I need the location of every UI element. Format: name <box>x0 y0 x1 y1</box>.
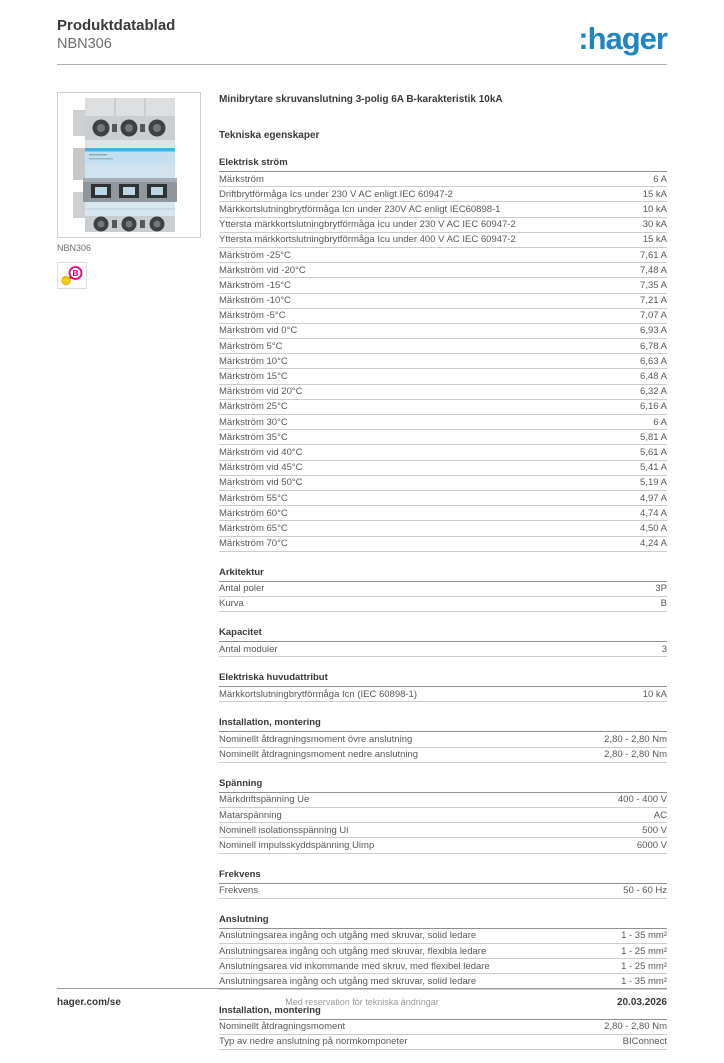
spec-label: Märkström 30°C <box>219 416 288 428</box>
spec-row <box>219 642 667 657</box>
section-heading: Arkitektur <box>219 565 667 582</box>
hager-logo: :hager <box>578 21 667 56</box>
spec-value: B <box>660 598 667 610</box>
circuit-breaker-image <box>59 94 199 236</box>
spec-section <box>219 565 667 612</box>
spec-value: 6,78 A <box>640 340 667 352</box>
spec-row <box>219 369 667 384</box>
product-code: NBN306 <box>57 36 112 52</box>
section-heading: Anslutning <box>219 912 667 929</box>
header-titles <box>57 17 175 53</box>
spec-row <box>219 491 667 506</box>
spec-sections <box>219 155 667 1050</box>
spec-label: Märkström 25°C <box>219 401 288 413</box>
spec-label: Driftbrytförmåga Ics under 230 V AC enligt IEC 60947-2 <box>219 188 453 200</box>
spec-value: 7,35 A <box>640 279 667 291</box>
spec-row <box>219 202 667 217</box>
spec-value: 15 kA <box>642 234 667 246</box>
spec-label: Matarspänning <box>219 809 282 821</box>
spec-label: Frekvens <box>219 885 259 897</box>
section-heading: Installation, montering <box>219 1003 667 1020</box>
spec-row <box>219 884 667 899</box>
page-header <box>57 0 667 65</box>
spec-label: Märkström -25°C <box>219 249 291 261</box>
spec-value: 6,16 A <box>640 401 667 413</box>
spec-section <box>219 625 667 657</box>
spec-row <box>219 445 667 460</box>
page-footer <box>57 988 667 1008</box>
certification-badge <box>57 262 87 289</box>
spec-value: 4,24 A <box>640 538 667 550</box>
spec-label: Märkström vid 45°C <box>219 462 303 474</box>
tech-properties-heading: Tekniska egenskaper <box>219 130 320 141</box>
spec-label: Märkström vid -20°C <box>219 264 306 276</box>
spec-label: Antal moduler <box>219 643 278 655</box>
spec-row <box>219 838 667 853</box>
spec-value: 7,07 A <box>640 310 667 322</box>
spec-value: 30 kA <box>642 219 667 231</box>
spec-value: 400 - 400 V <box>617 794 667 806</box>
spec-value: 2,80 - 2,80 Nm <box>604 734 667 746</box>
spec-row <box>219 339 667 354</box>
spec-value: 500 V <box>642 824 667 836</box>
spec-section <box>219 1003 667 1050</box>
spec-value: 5,81 A <box>640 431 667 443</box>
spec-label: Anslutningsarea vid inkommande med skruv, med flexibel ledare <box>219 960 490 972</box>
section-heading: Elektrisk ström <box>219 155 667 172</box>
product-title: Minibrytare skruvanslutning 3-polig 6A B-karakteristik 10kA <box>219 94 503 105</box>
spec-value: BIConnect <box>622 1036 667 1048</box>
footer-website-link[interactable]: hager.com/se <box>57 997 121 1008</box>
spec-label: Märkström vid 50°C <box>219 477 303 489</box>
spec-row <box>219 294 667 309</box>
spec-label: Märkström -5°C <box>219 310 286 322</box>
spec-section <box>219 776 667 854</box>
spec-value: 2,80 - 2,80 Nm <box>604 1021 667 1033</box>
spec-section <box>219 912 667 990</box>
spec-section <box>219 867 667 899</box>
spec-row <box>219 959 667 974</box>
section-heading: Kapacitet <box>219 625 667 642</box>
spec-section <box>219 715 667 762</box>
spec-value: 5,19 A <box>640 477 667 489</box>
spec-row <box>219 1035 667 1050</box>
spec-value: 1 - 25 mm² <box>621 960 667 972</box>
spec-value: 5,61 A <box>640 446 667 458</box>
spec-label: Nominell impulsskyddspänning Uimp <box>219 839 375 851</box>
spec-label: Märkström vid 40°C <box>219 446 303 458</box>
spec-row <box>219 461 667 476</box>
spec-row <box>219 263 667 278</box>
spec-value: 5,41 A <box>640 462 667 474</box>
spec-row <box>219 793 667 808</box>
spec-value: 1 - 35 mm² <box>621 975 667 987</box>
spec-label: Märkdriftspänning Ue <box>219 794 310 806</box>
spec-label: Yttersta märkkortslutningbrytförmåga Icu under 400 V AC IEC 60947-2 <box>219 234 516 246</box>
product-column <box>57 92 201 1063</box>
spec-label: Märkström 70°C <box>219 538 288 550</box>
spec-label: Märkström 60°C <box>219 507 288 519</box>
spec-row <box>219 354 667 369</box>
spec-row <box>219 172 667 187</box>
spec-value: 50 - 60 Hz <box>623 885 667 897</box>
spec-value: 3 <box>661 643 667 655</box>
spec-label: Märkström 55°C <box>219 492 288 504</box>
spec-row <box>219 1020 667 1035</box>
spec-value: 6,32 A <box>640 386 667 398</box>
spec-row <box>219 823 667 838</box>
spec-label: Märkkortslutningbrytförmåga Icn under 230V AC enligt IEC60898-1 <box>219 203 501 215</box>
spec-label: Märkström vid 0°C <box>219 325 298 337</box>
spec-row <box>219 187 667 202</box>
spec-row <box>219 597 667 612</box>
spec-row <box>219 415 667 430</box>
spec-value: 6,48 A <box>640 371 667 383</box>
spec-label: Märkkortslutningbrytförmåga Icn (IEC 60898-1) <box>219 688 417 700</box>
spec-value: 7,48 A <box>640 264 667 276</box>
spec-row <box>219 218 667 233</box>
spec-row <box>219 309 667 324</box>
spec-value: 6,93 A <box>640 325 667 337</box>
section-heading: Installation, montering <box>219 715 667 732</box>
spec-value: 15 kA <box>642 188 667 200</box>
spec-row <box>219 748 667 763</box>
svg-text:B: B <box>72 268 79 279</box>
spec-value: 7,21 A <box>640 295 667 307</box>
spec-label: Typ av nedre anslutning på normkomponeter <box>219 1036 408 1048</box>
spec-label: Märkström 35°C <box>219 431 288 443</box>
spec-value: 1 - 35 mm² <box>621 930 667 942</box>
spec-value: 2,80 - 2,80 Nm <box>604 749 667 761</box>
spec-label: Anslutningsarea ingång och utgång med skruvar, solid ledare <box>219 930 477 942</box>
spec-value: 6,63 A <box>640 355 667 367</box>
spec-label: Märkström -15°C <box>219 279 291 291</box>
spec-value: 7,61 A <box>640 249 667 261</box>
spec-label: Anslutningsarea ingång och utgång med skruvar, flexibla ledare <box>219 945 487 957</box>
spec-row <box>219 537 667 552</box>
spec-row <box>219 521 667 536</box>
spec-row <box>219 944 667 959</box>
spec-row <box>219 687 667 702</box>
spec-label: Märkström vid 20°C <box>219 386 303 398</box>
b-certification-icon <box>60 265 84 286</box>
spec-value: 1 - 25 mm² <box>621 945 667 957</box>
spec-value: 6000 V <box>636 839 667 851</box>
spec-value: 6 A <box>653 416 667 428</box>
spec-value: 4,97 A <box>640 492 667 504</box>
spec-value: 10 kA <box>642 688 667 700</box>
spec-value: AC <box>653 809 667 821</box>
spec-value: 4,74 A <box>640 507 667 519</box>
spec-row <box>219 732 667 747</box>
spec-value: 4,50 A <box>640 522 667 534</box>
spec-row <box>219 324 667 339</box>
spec-column <box>219 92 667 1063</box>
spec-label: Märkström 15°C <box>219 371 288 383</box>
section-heading: Frekvens <box>219 867 667 884</box>
spec-label: Kurva <box>219 598 244 610</box>
spec-value: 6 A <box>653 173 667 185</box>
spec-row <box>219 400 667 415</box>
section-heading: Elektriska huvudattribut <box>219 670 667 687</box>
spec-row <box>219 278 667 293</box>
main-content <box>57 92 667 1063</box>
section-heading: Spänning <box>219 776 667 793</box>
spec-label: Nominell isolationsspänning Ui <box>219 824 349 836</box>
document-type: Produktdatablad <box>57 17 176 34</box>
spec-label: Märkström <box>219 173 264 185</box>
footer-disclaimer: Med reservation för tekniska ändringar <box>285 997 439 1007</box>
spec-value: 10 kA <box>642 203 667 215</box>
spec-label: Märkström 10°C <box>219 355 288 367</box>
spec-row <box>219 430 667 445</box>
spec-row <box>219 582 667 597</box>
spec-label: Anslutningsarea ingång och utgång med skruvar, solid ledare <box>219 975 477 987</box>
spec-row <box>219 929 667 944</box>
spec-label: Nominellt åtdragningsmoment <box>219 1021 346 1033</box>
footer-date: 20.03.2026 <box>616 997 667 1008</box>
spec-row <box>219 506 667 521</box>
product-image-box <box>57 92 201 238</box>
spec-row <box>219 476 667 491</box>
spec-row <box>219 233 667 248</box>
spec-row <box>219 248 667 263</box>
spec-section <box>219 670 667 702</box>
spec-label: Yttersta märkkortslutningbrytförmåga Icu under 230 V AC IEC 60947-2 <box>219 219 516 231</box>
spec-label: Märkström 65°C <box>219 522 288 534</box>
spec-section <box>219 155 667 552</box>
spec-label: Märkström 5°C <box>219 340 283 352</box>
spec-label: Antal poler <box>219 583 265 595</box>
spec-label: Nominellt åtdragningsmoment nedre anslutning <box>219 749 419 761</box>
spec-row <box>219 385 667 400</box>
spec-label: Nominellt åtdragningsmoment övre anslutning <box>219 734 413 746</box>
spec-value: 3P <box>655 583 667 595</box>
spec-row <box>219 808 667 823</box>
product-image-caption: NBN306 <box>57 243 92 253</box>
spec-label: Märkström -10°C <box>219 295 291 307</box>
